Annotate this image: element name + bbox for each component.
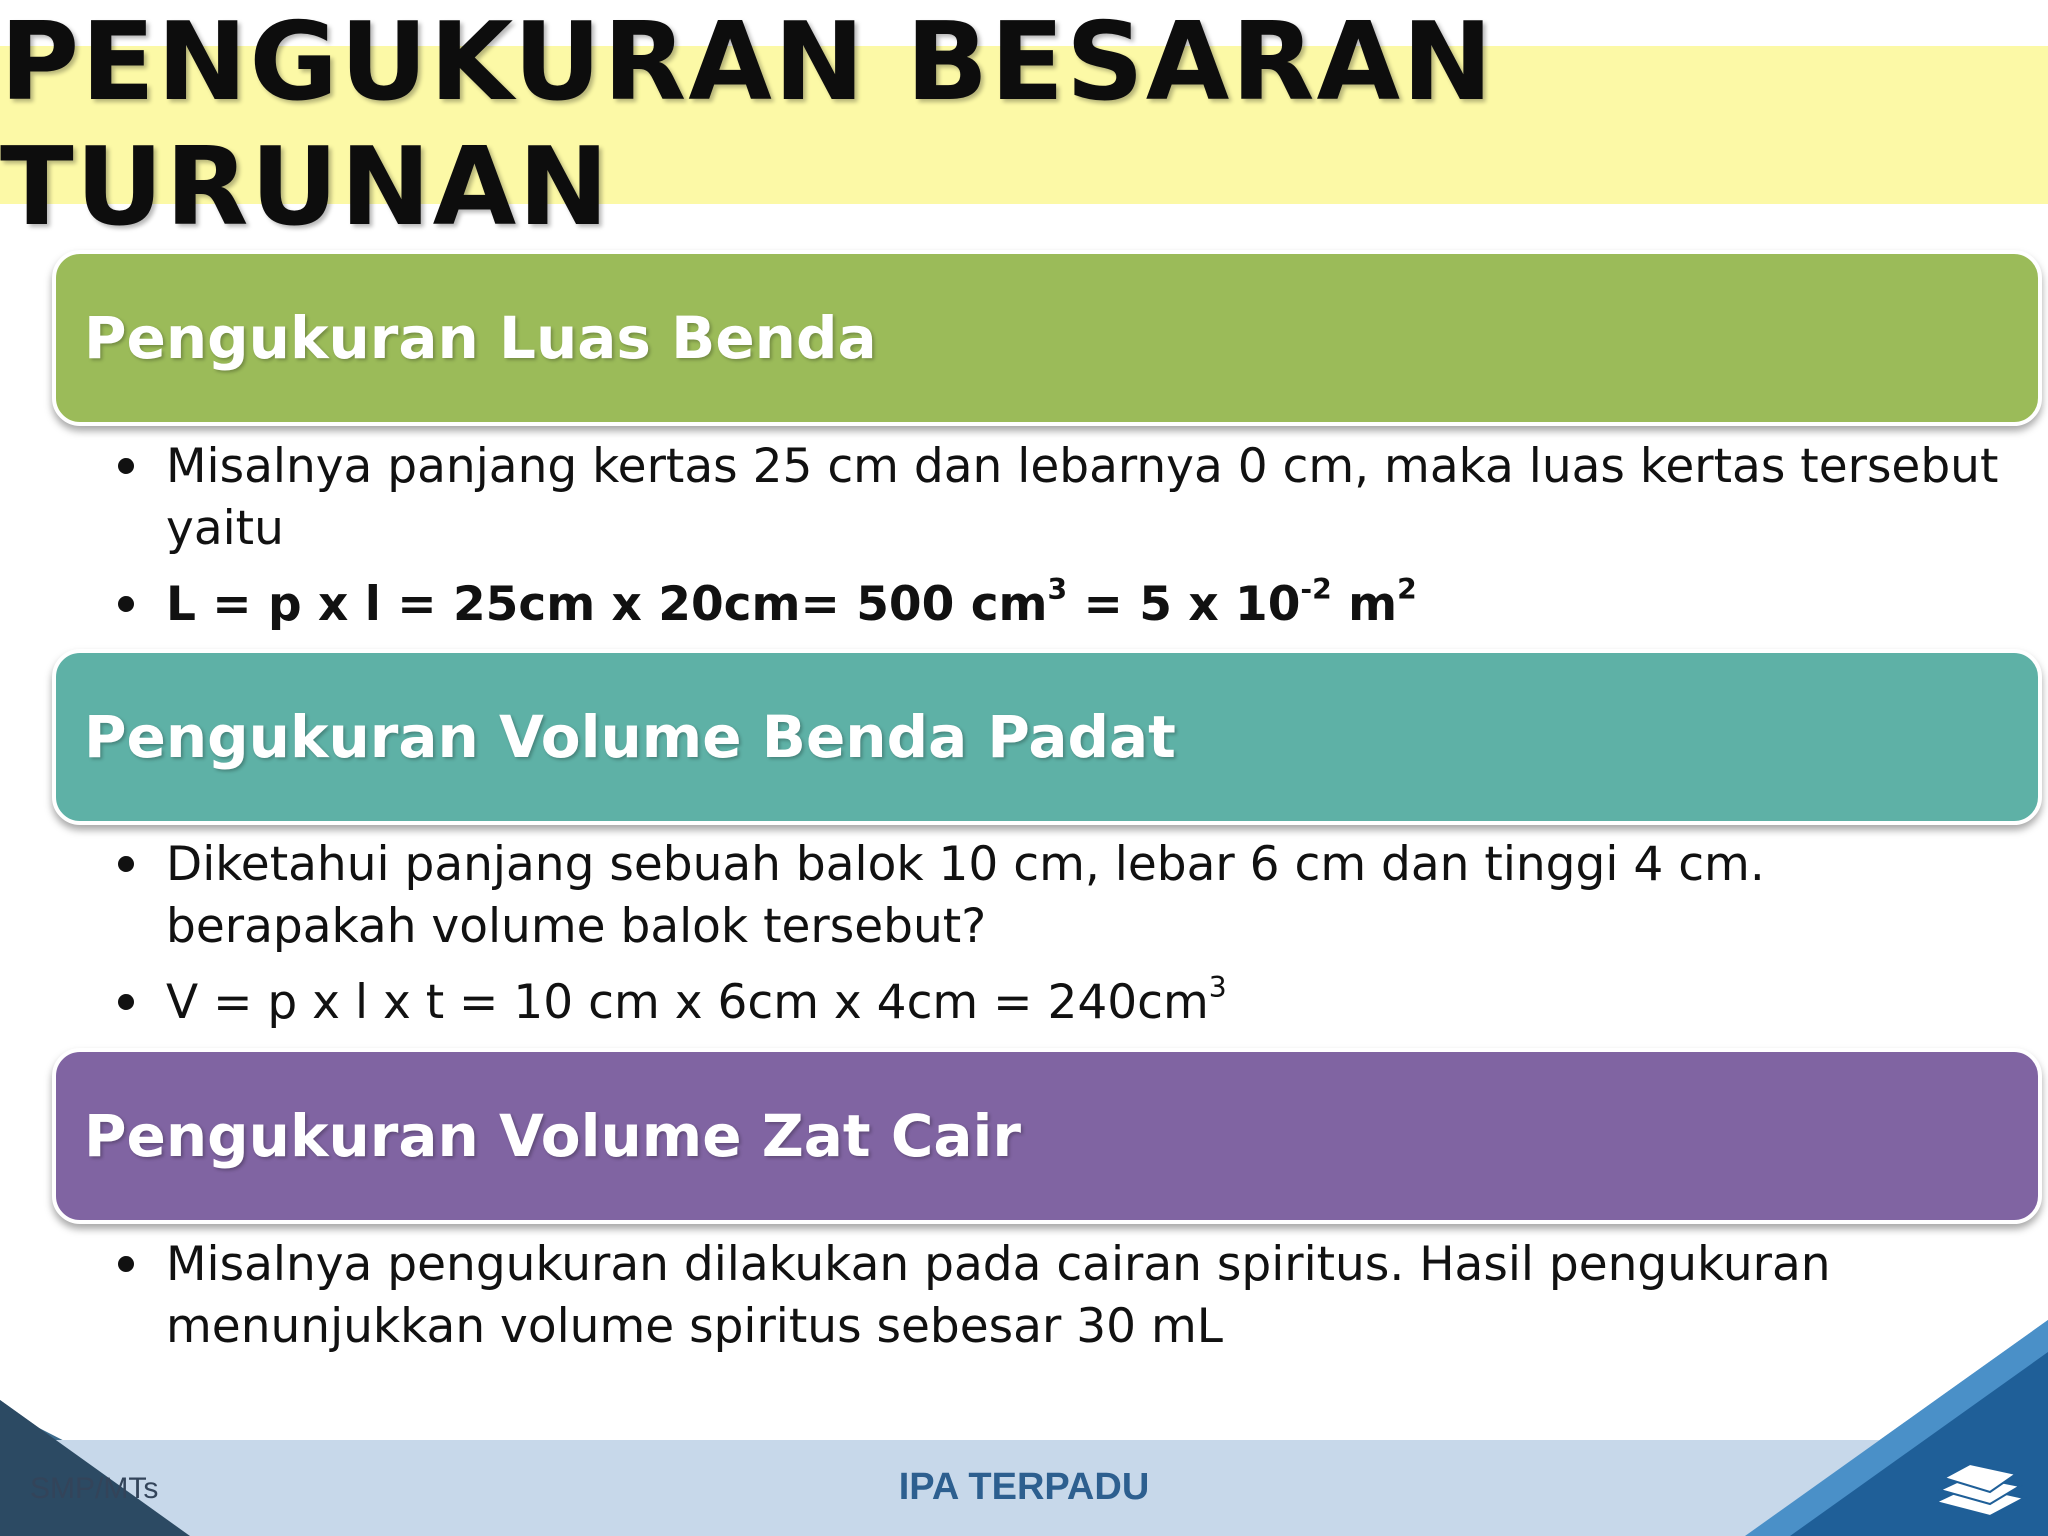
list-item <box>110 436 2010 560</box>
formula-superscript: 3 <box>1208 970 1227 1004</box>
books-stack-icon <box>1930 1458 2030 1522</box>
bullet-list-volume-padat <box>110 834 2010 1048</box>
formula-part: L = p x l = 25cm x 20cm= 500 cm <box>166 577 1048 632</box>
formula-part: = 5 x 10 <box>1067 577 1301 632</box>
slide-title: PENGUKURAN BESARAN TURUNAN <box>0 0 1495 250</box>
section-header-volume-padat <box>52 649 2042 825</box>
list-item-formula <box>110 574 2010 636</box>
bullet-dot <box>118 994 134 1010</box>
bullet-list-volume-cair <box>110 1234 2010 1372</box>
footer-level-label: SMP/MTs <box>30 1472 159 1505</box>
bullet-text: Misalnya pengukuran dilakukan pada cairan spiritus. Hasil pengukuran menunjukkan volume spiritus sebesar 30 mL <box>166 1237 1831 1354</box>
bullet-dot <box>118 596 134 612</box>
formula-superscript: -2 <box>1300 572 1332 606</box>
bullet-dot <box>118 856 134 872</box>
formula-superscript: 3 <box>1047 572 1068 606</box>
list-item-formula <box>110 972 2010 1034</box>
section-heading: Pengukuran Volume Zat Cair <box>84 1102 1022 1170</box>
formula-superscript: 2 <box>1397 572 1417 606</box>
bullet-list-luas <box>110 436 2010 650</box>
bullet-dot <box>118 458 134 474</box>
bullet-dot <box>118 1256 134 1272</box>
title-banner <box>0 0 2048 250</box>
section-heading: Pengukuran Luas Benda <box>84 304 877 372</box>
list-item <box>110 834 2010 958</box>
formula-part: m <box>1331 577 1398 632</box>
footer-subject-label: IPA TERPADU <box>898 1466 1150 1508</box>
formula-part: V = p x l x t = 10 cm x 6cm x 4cm = 240cm <box>166 975 1209 1030</box>
section-header-volume-cair <box>52 1048 2042 1224</box>
section-header-luas <box>52 250 2042 426</box>
bullet-text: Misalnya panjang kertas 25 cm dan lebarnya 0 cm, maka luas kertas tersebut yaitu <box>166 439 1999 556</box>
list-item <box>110 1234 2010 1358</box>
bullet-text: Diketahui panjang sebuah balok 10 cm, lebar 6 cm dan tinggi 4 cm. berapakah volume balok tersebut? <box>166 837 1765 954</box>
section-heading: Pengukuran Volume Benda Padat <box>84 703 1176 771</box>
